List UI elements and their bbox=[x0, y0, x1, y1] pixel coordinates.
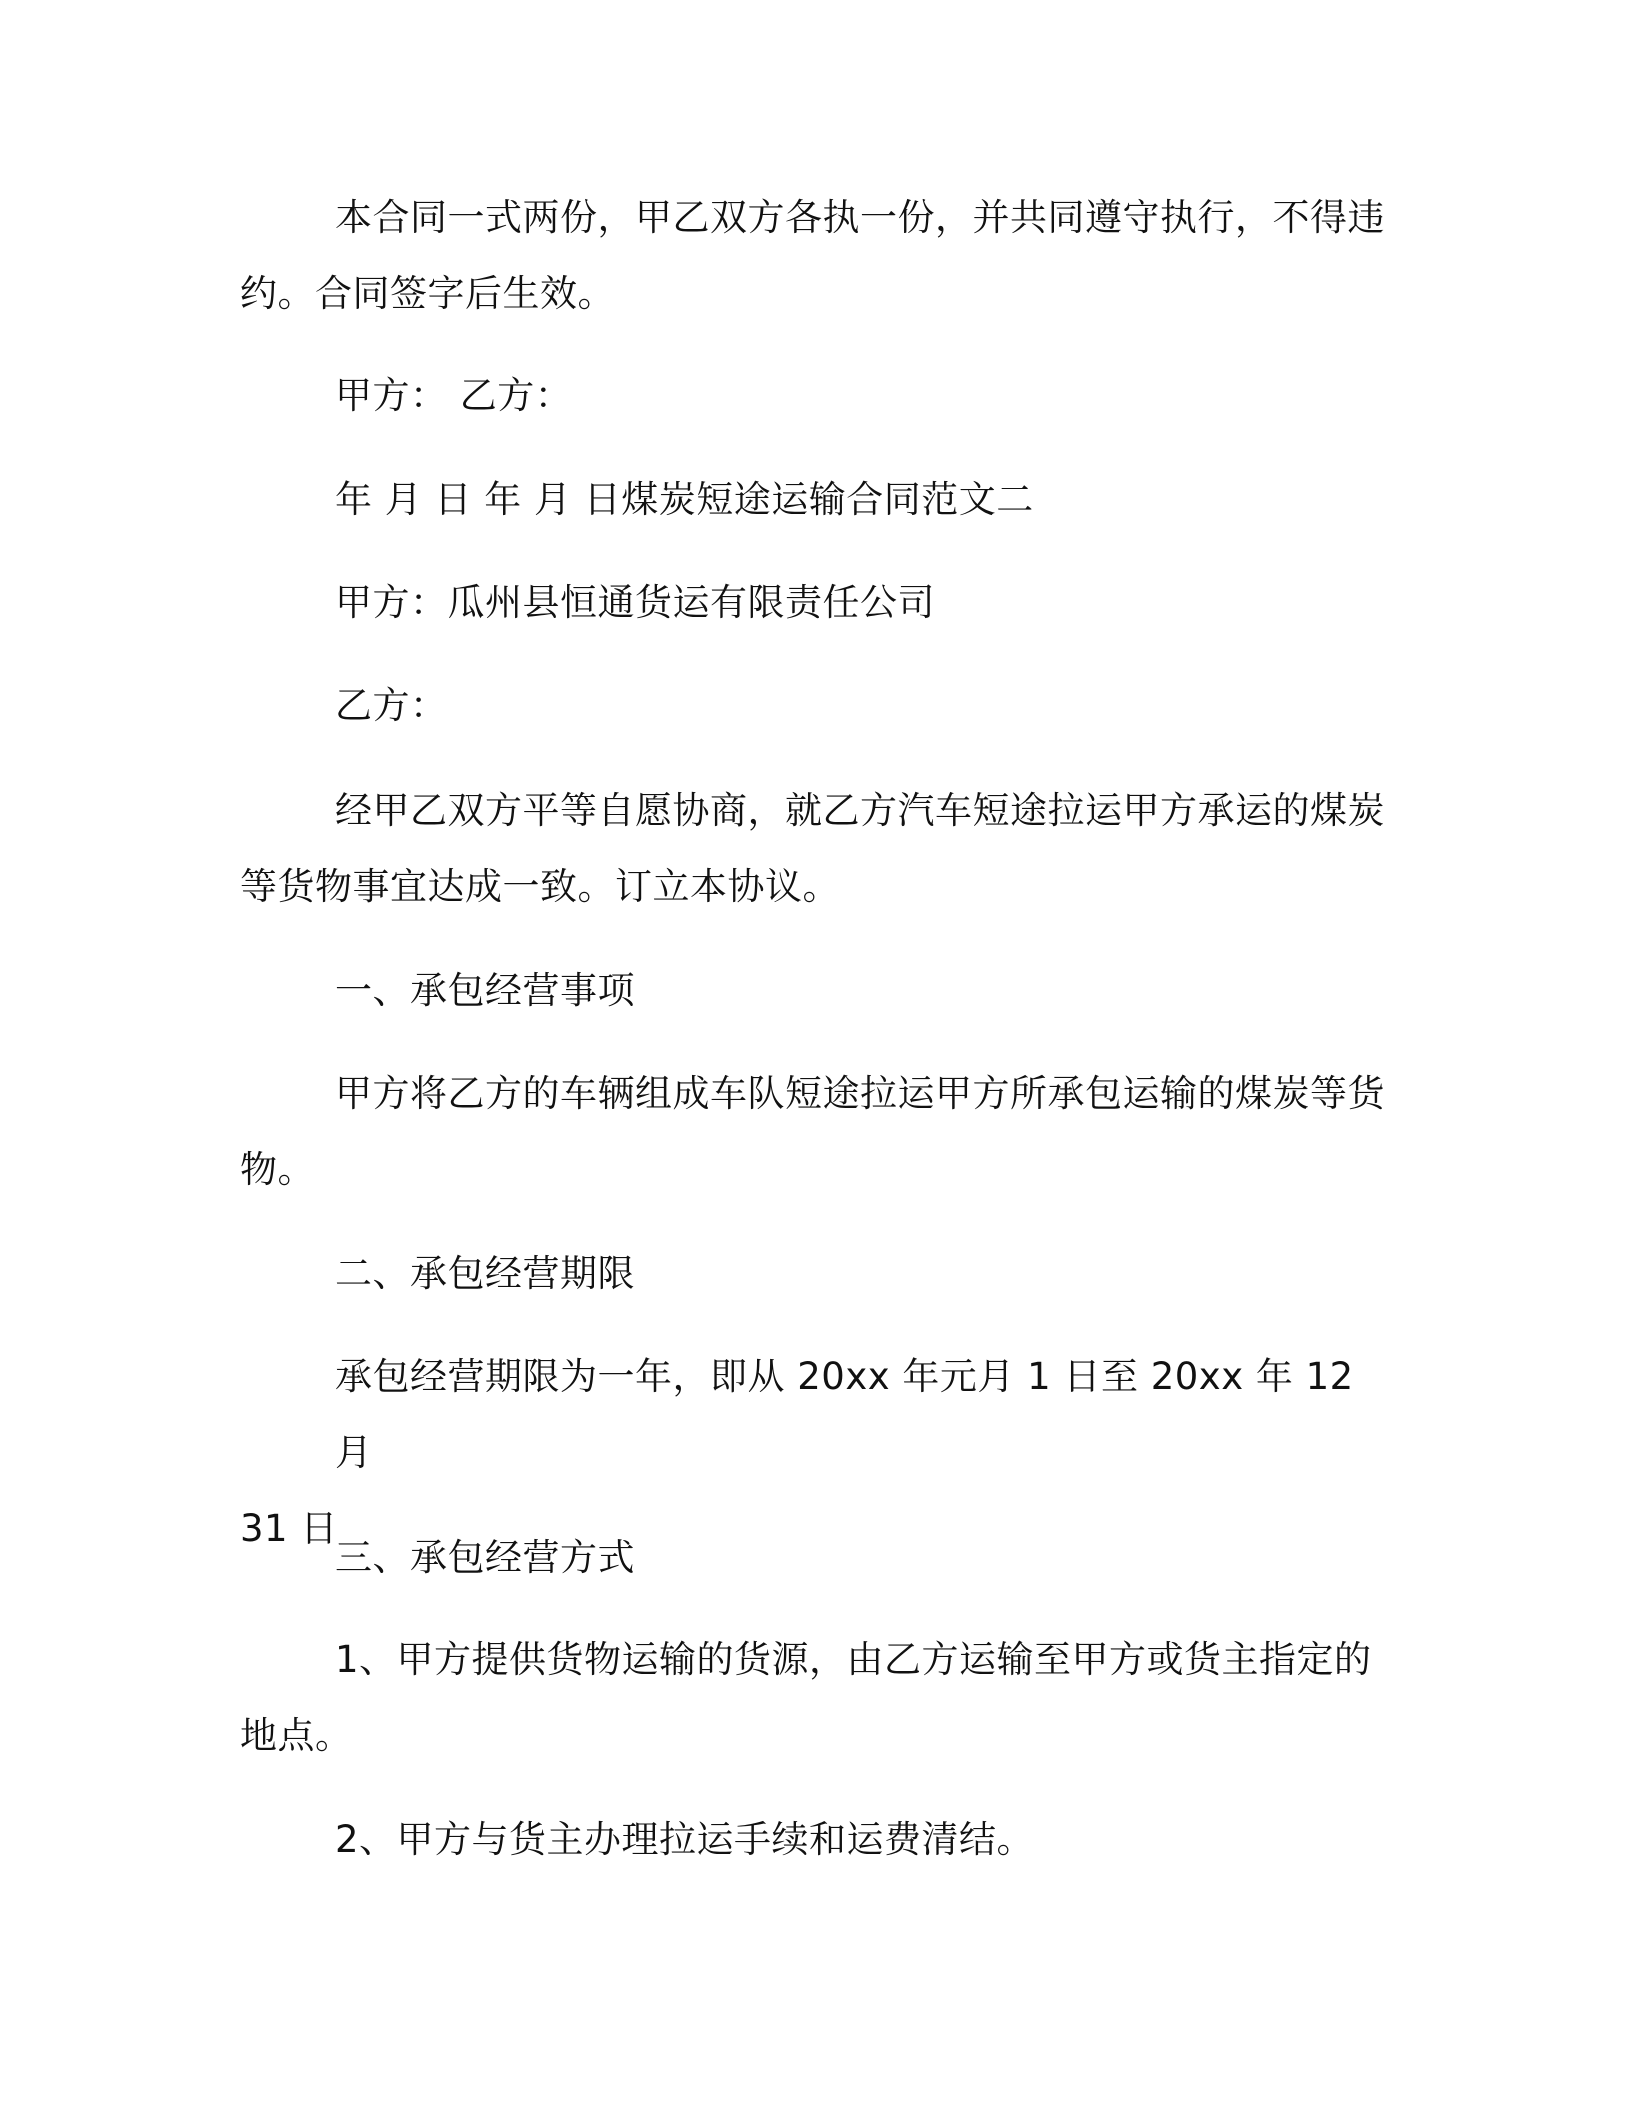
paragraph-line: 二、承包经营期限 bbox=[335, 1252, 635, 1295]
paragraph-line: 地点。 bbox=[240, 1714, 353, 1757]
paragraph-copies-effect bbox=[240, 180, 1390, 332]
paragraph-line: 物。 bbox=[240, 1148, 315, 1191]
paragraph-line: 本合同一式两份，甲乙双方各执一份，并共同遵守执行，不得违 bbox=[335, 196, 1385, 239]
paragraph-date-title bbox=[240, 462, 1390, 538]
paragraph-line: 年 月 日 年 月 日煤炭短途运输合同范文二 bbox=[335, 478, 1034, 521]
paragraph-line: 约。合同签字后生效。 bbox=[240, 272, 615, 315]
paragraph-section-1 bbox=[240, 1056, 1390, 1208]
paragraph-party-a bbox=[240, 565, 1390, 641]
paragraph-line: 承包经营期限为一年，即从 20xx 年元月 1 日至 20xx 年 12 月 bbox=[335, 1355, 1354, 1474]
paragraph-line: 乙方： bbox=[335, 684, 448, 727]
heading-section-3 bbox=[240, 1520, 1390, 1596]
paragraph-line: 2、甲方与货主办理拉运手续和运费清结。 bbox=[335, 1818, 1035, 1861]
paragraph-party-b bbox=[240, 668, 1390, 744]
paragraph-line: 一、承包经营事项 bbox=[335, 969, 635, 1012]
heading-section-1 bbox=[240, 953, 1390, 1029]
heading-section-2 bbox=[240, 1236, 1390, 1312]
paragraph-line: 甲方将乙方的车辆组成车队短途拉运甲方所承包运输的煤炭等货 bbox=[335, 1072, 1385, 1115]
paragraph-line: 三、承包经营方式 bbox=[335, 1536, 635, 1579]
paragraph-section-3-item-2 bbox=[240, 1802, 1390, 1878]
paragraph-line: 等货物事宜达成一致。订立本协议。 bbox=[240, 865, 840, 908]
paragraph-signatures bbox=[240, 358, 1390, 434]
paragraph-agreement bbox=[240, 773, 1390, 925]
paragraph-line: 31 日 bbox=[240, 1507, 338, 1550]
paragraph-section-3-item-1 bbox=[240, 1622, 1390, 1774]
paragraph-line: 甲方： 乙方： bbox=[335, 374, 573, 417]
paragraph-line: 1、甲方提供货物运输的货源，由乙方运输至甲方或货主指定的 bbox=[335, 1638, 1372, 1681]
paragraph-line: 甲方：瓜州县恒通货运有限责任公司 bbox=[335, 581, 935, 624]
paragraph-line: 经甲乙双方平等自愿协商，就乙方汽车短途拉运甲方承运的煤炭 bbox=[335, 789, 1385, 832]
